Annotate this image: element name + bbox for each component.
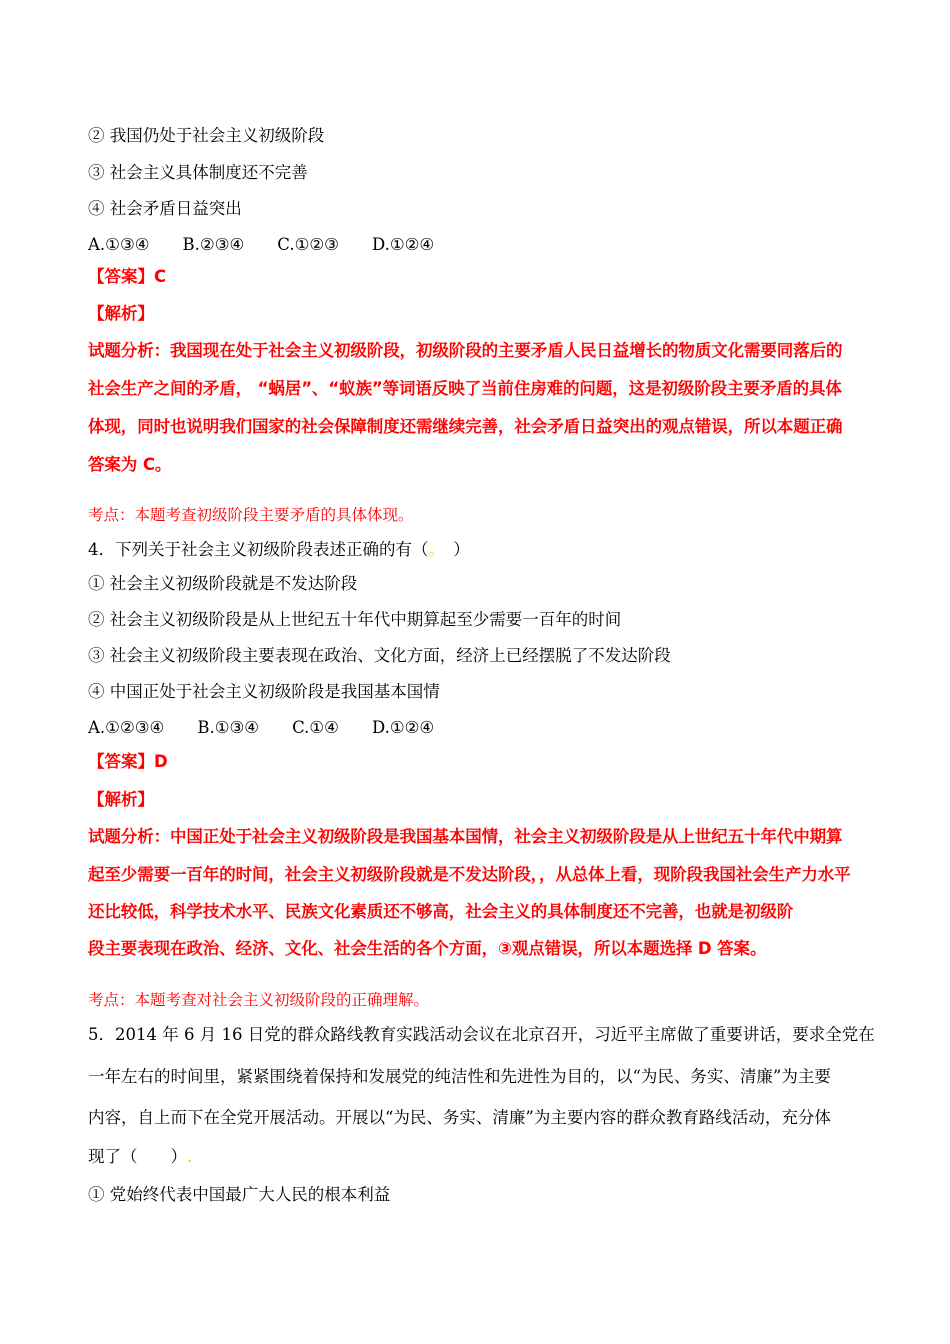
q4-stem-close: ） [436, 540, 470, 559]
q5-option-1: ① 党始终代表中国最广大人民的根本利益 [88, 1185, 391, 1204]
q5-stem-line: 一年左右的时间里，紧紧围绕着保持和发展党的纯洁性和先进性为目的，以“为民、务实、清廉”为主要 [88, 1067, 831, 1086]
q4-choices: A.①②③④ B.①③④ C.①④ D.①②④ [88, 718, 435, 737]
q4-option-1: ① 社会主义初级阶段就是不发达阶段 [88, 574, 358, 593]
q3-knowledge-point: 考点：本题考查初级阶段主要矛盾的具体体现。 [88, 506, 414, 524]
q3-analysis-line: 体现，同时也说明我们国家的社会保障制度还需继续完善，社会矛盾日益突出的观点错误，所以本题正确 [88, 417, 843, 436]
q4-analysis-line: 还比较低，科学技术水平、民族文化素质还不够高，社会主义的具体制度还不完善，也就是初级阶 [88, 902, 794, 921]
q3-answer: 【答案】C [88, 267, 167, 286]
q4-option-3: ③ 社会主义初级阶段主要表现在政治、文化方面，经济上已经摆脱了不发达阶段 [88, 646, 671, 665]
q4-option-2: ② 社会主义初级阶段是从上世纪五十年代中期算起至少需要一百年的时间 [88, 610, 622, 629]
q4-analysis-line: 试题分析：中国正处于社会主义初级阶段是我国基本国情，社会主义初级阶段是从上世纪五十年代中期算 [88, 827, 843, 846]
q5-stem-line: 5．2014 年 6 月 16 日党的群众路线教育实践活动会议在北京召开，习近平主席做了重要讲话，要求全党在 [88, 1025, 875, 1044]
q3-analysis-heading: 【解析】 [88, 304, 154, 323]
q3-analysis-line: 试题分析：我国现在处于社会主义初级阶段，初级阶段的主要矛盾人民日益增长的物质文化需要同落后的 [88, 341, 843, 360]
q4-analysis-line: 段主要表现在政治、经济、文化、社会生活的各个方面，③观点错误，所以本题选择 D 答案。 [88, 939, 767, 958]
q4-option-4: ④ 中国正处于社会主义初级阶段是我国基本国情 [88, 682, 440, 701]
q5-stem-line [88, 1146, 192, 1168]
q4-stem [88, 539, 470, 561]
q5-stem-dot: . [187, 1147, 193, 1166]
q3-option-2: ② 我国仍处于社会主义初级阶段 [88, 126, 325, 145]
q4-stem-text: 4．下列关于社会主义初级阶段表述正确的有（ [88, 540, 429, 559]
q3-analysis-line: 社会生产之间的矛盾， “蜗居”、“蚁族”等词语反映了当前住房难的问题，这是初级阶段主要矛盾的具体 [88, 379, 842, 398]
q4-analysis-line: 起至少需要一百年的时间，社会主义初级阶段就是不发达阶段，，从总体上看，现阶段我国社会生产力水平 [88, 865, 851, 884]
q4-knowledge-point: 考点：本题考查对社会主义初级阶段的正确理解。 [88, 991, 430, 1009]
q4-answer: 【答案】D [88, 752, 168, 771]
q3-choices: A.①③④ B.②③④ C.①②③ D.①②④ [88, 235, 435, 254]
q4-analysis-heading: 【解析】 [88, 790, 154, 809]
q3-option-3: ③ 社会主义具体制度还不完善 [88, 163, 308, 182]
q3-analysis-line: 答案为 C。 [88, 455, 172, 474]
q3-option-4: ④ 社会矛盾日益突出 [88, 199, 242, 218]
q5-stem-line: 内容，自上而下在全党开展活动。开展以“为民、务实、清廉”为主要内容的群众教育路线活动，充分体 [88, 1108, 831, 1127]
q4-stem-dot: 。 [428, 540, 437, 559]
q5-stem-last: 现了（ ） [88, 1147, 187, 1166]
